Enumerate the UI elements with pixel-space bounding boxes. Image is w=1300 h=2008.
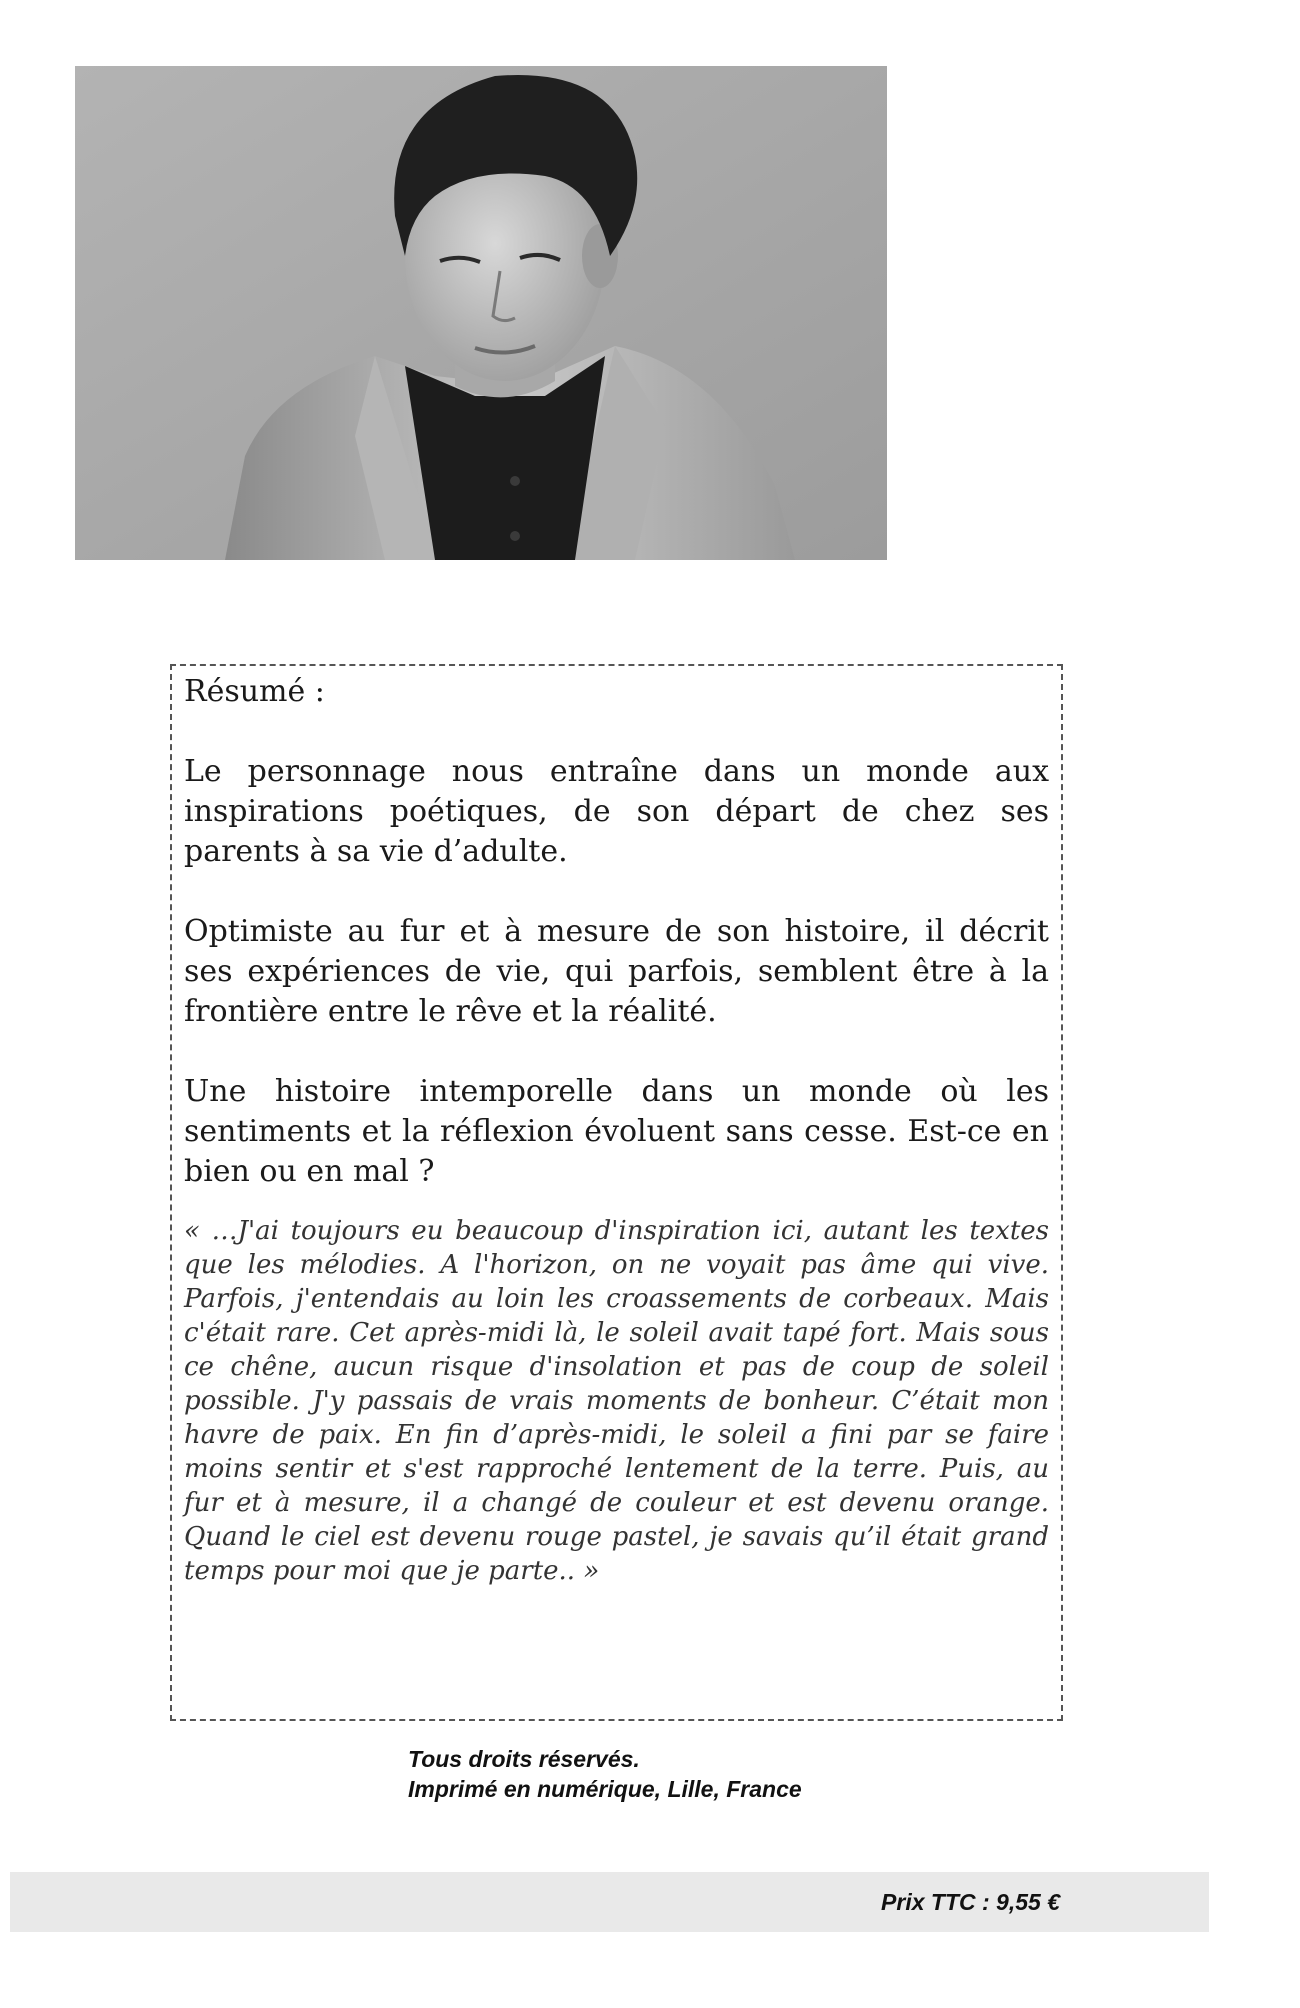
rights-notice [408,1744,802,1804]
summary-paragraph: Une histoire intemporelle dans un monde où les sentiments et la réflexion évoluent sans cesse. Est-ce en bien ou en mal ? [184,1074,1049,1189]
author-portrait-icon [75,66,887,560]
rights-line: Tous droits réservés. [408,1746,640,1772]
author-photo [75,66,887,560]
price-bar [10,1872,1209,1932]
summary-quote: « …J'ai toujours eu beaucoup d'inspiration ici, autant les textes que les mélodies. A l'horizon, on ne voyait pas âme qui vive. Parfois, j'entendais au loin les croassements de corbeaux. Mais c'était rare. Cet après-midi là, le soleil avait tapé fort. Mais sous ce chêne, aucun risque d'insolation et pas de coup de soleil possible. J'y passais de vrais moments de bonheur. C’était mon havre de paix. En fin d’après-midi, le soleil a fini par se faire moins sentir et s'est rapproché lentement de la terre. Puis, au fur et à mesure, il a changé de couleur et est devenu orange. Quand le ciel est devenu rouge pastel, je savais qu’il était grand temps pour moi que je parte.. » [184,1216,1049,1586]
summary-paragraph: Le personnage nous entraîne dans un monde aux inspirations poétiques, de son départ de chez ses parents à sa vie d’adulte. [184,754,1049,869]
imprint-line: Imprimé en numérique, Lille, France [408,1776,802,1802]
summary-title: Résumé : [184,674,325,709]
summary-box [170,664,1063,1721]
price-label: Prix TTC : 9,55 € [881,1889,1060,1915]
summary-paragraph: Optimiste au fur et à mesure de son histoire, il décrit ses expériences de vie, qui parfois, semblent être à la frontière entre le rêve et la réalité. [184,914,1049,1029]
